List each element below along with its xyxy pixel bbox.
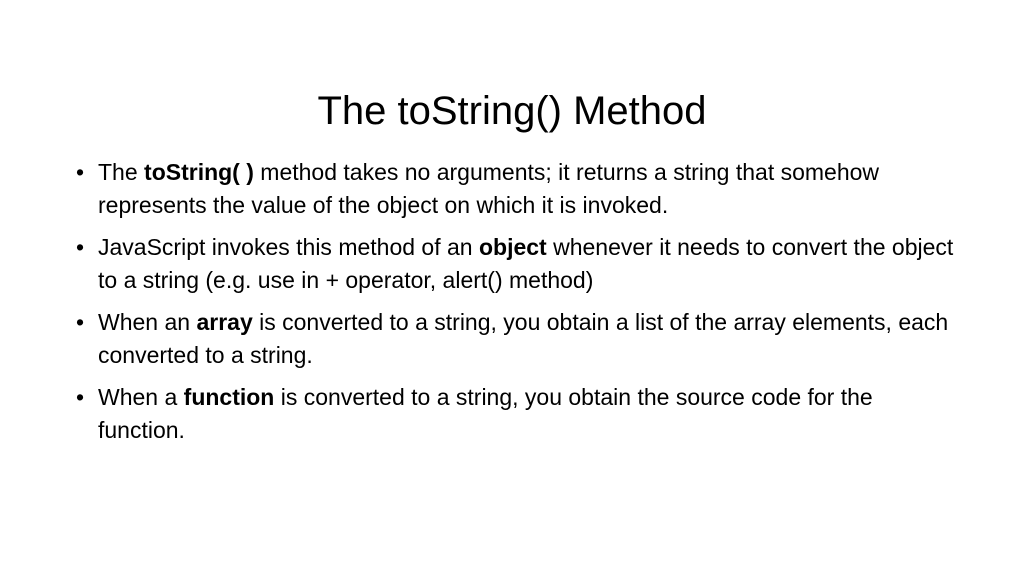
- bullet-list: [74, 156, 954, 456]
- bullet-text: [98, 309, 948, 368]
- bullet-text-before: When an: [98, 309, 197, 335]
- bullet-text-after: is converted to a string, you obtain the source code for the function.: [98, 384, 873, 443]
- bullet-text-after: is converted to a string, you obtain a list of the array elements, each converted to a string.: [98, 309, 949, 368]
- bullet-text-after: method takes no arguments; it returns a string that somehow represents the value of the object on which it is invoked.: [98, 159, 880, 218]
- slide-title: The toString() Method: [317, 88, 707, 133]
- bullet-text-before: JavaScript invokes this method of an: [98, 234, 479, 260]
- bullet-text: [98, 234, 953, 293]
- bullet-item-object: [74, 231, 954, 296]
- bullet-text: [98, 384, 873, 443]
- bullet-text-before: When a: [98, 384, 184, 410]
- bullet-text-after: whenever it needs to convert the object to a string (e.g. use in + operator, alert() method): [98, 234, 954, 293]
- bullet-text-bold: toString( ): [144, 159, 254, 185]
- bullet-dot-icon: •: [76, 159, 85, 185]
- bullet-text: [98, 159, 879, 218]
- bullet-text-bold: array: [196, 309, 253, 335]
- bullet-dot-icon: •: [76, 309, 85, 335]
- bullet-text-before: The: [98, 159, 145, 185]
- bullet-item-array: [74, 306, 954, 371]
- bullet-dot-icon: •: [76, 384, 85, 410]
- bullet-dot-icon: •: [76, 234, 85, 260]
- bullet-item-tostring: [74, 156, 954, 221]
- bullet-text-bold: object: [478, 234, 547, 260]
- bullet-text-bold: function: [183, 384, 275, 410]
- bullet-item-function: [74, 381, 954, 446]
